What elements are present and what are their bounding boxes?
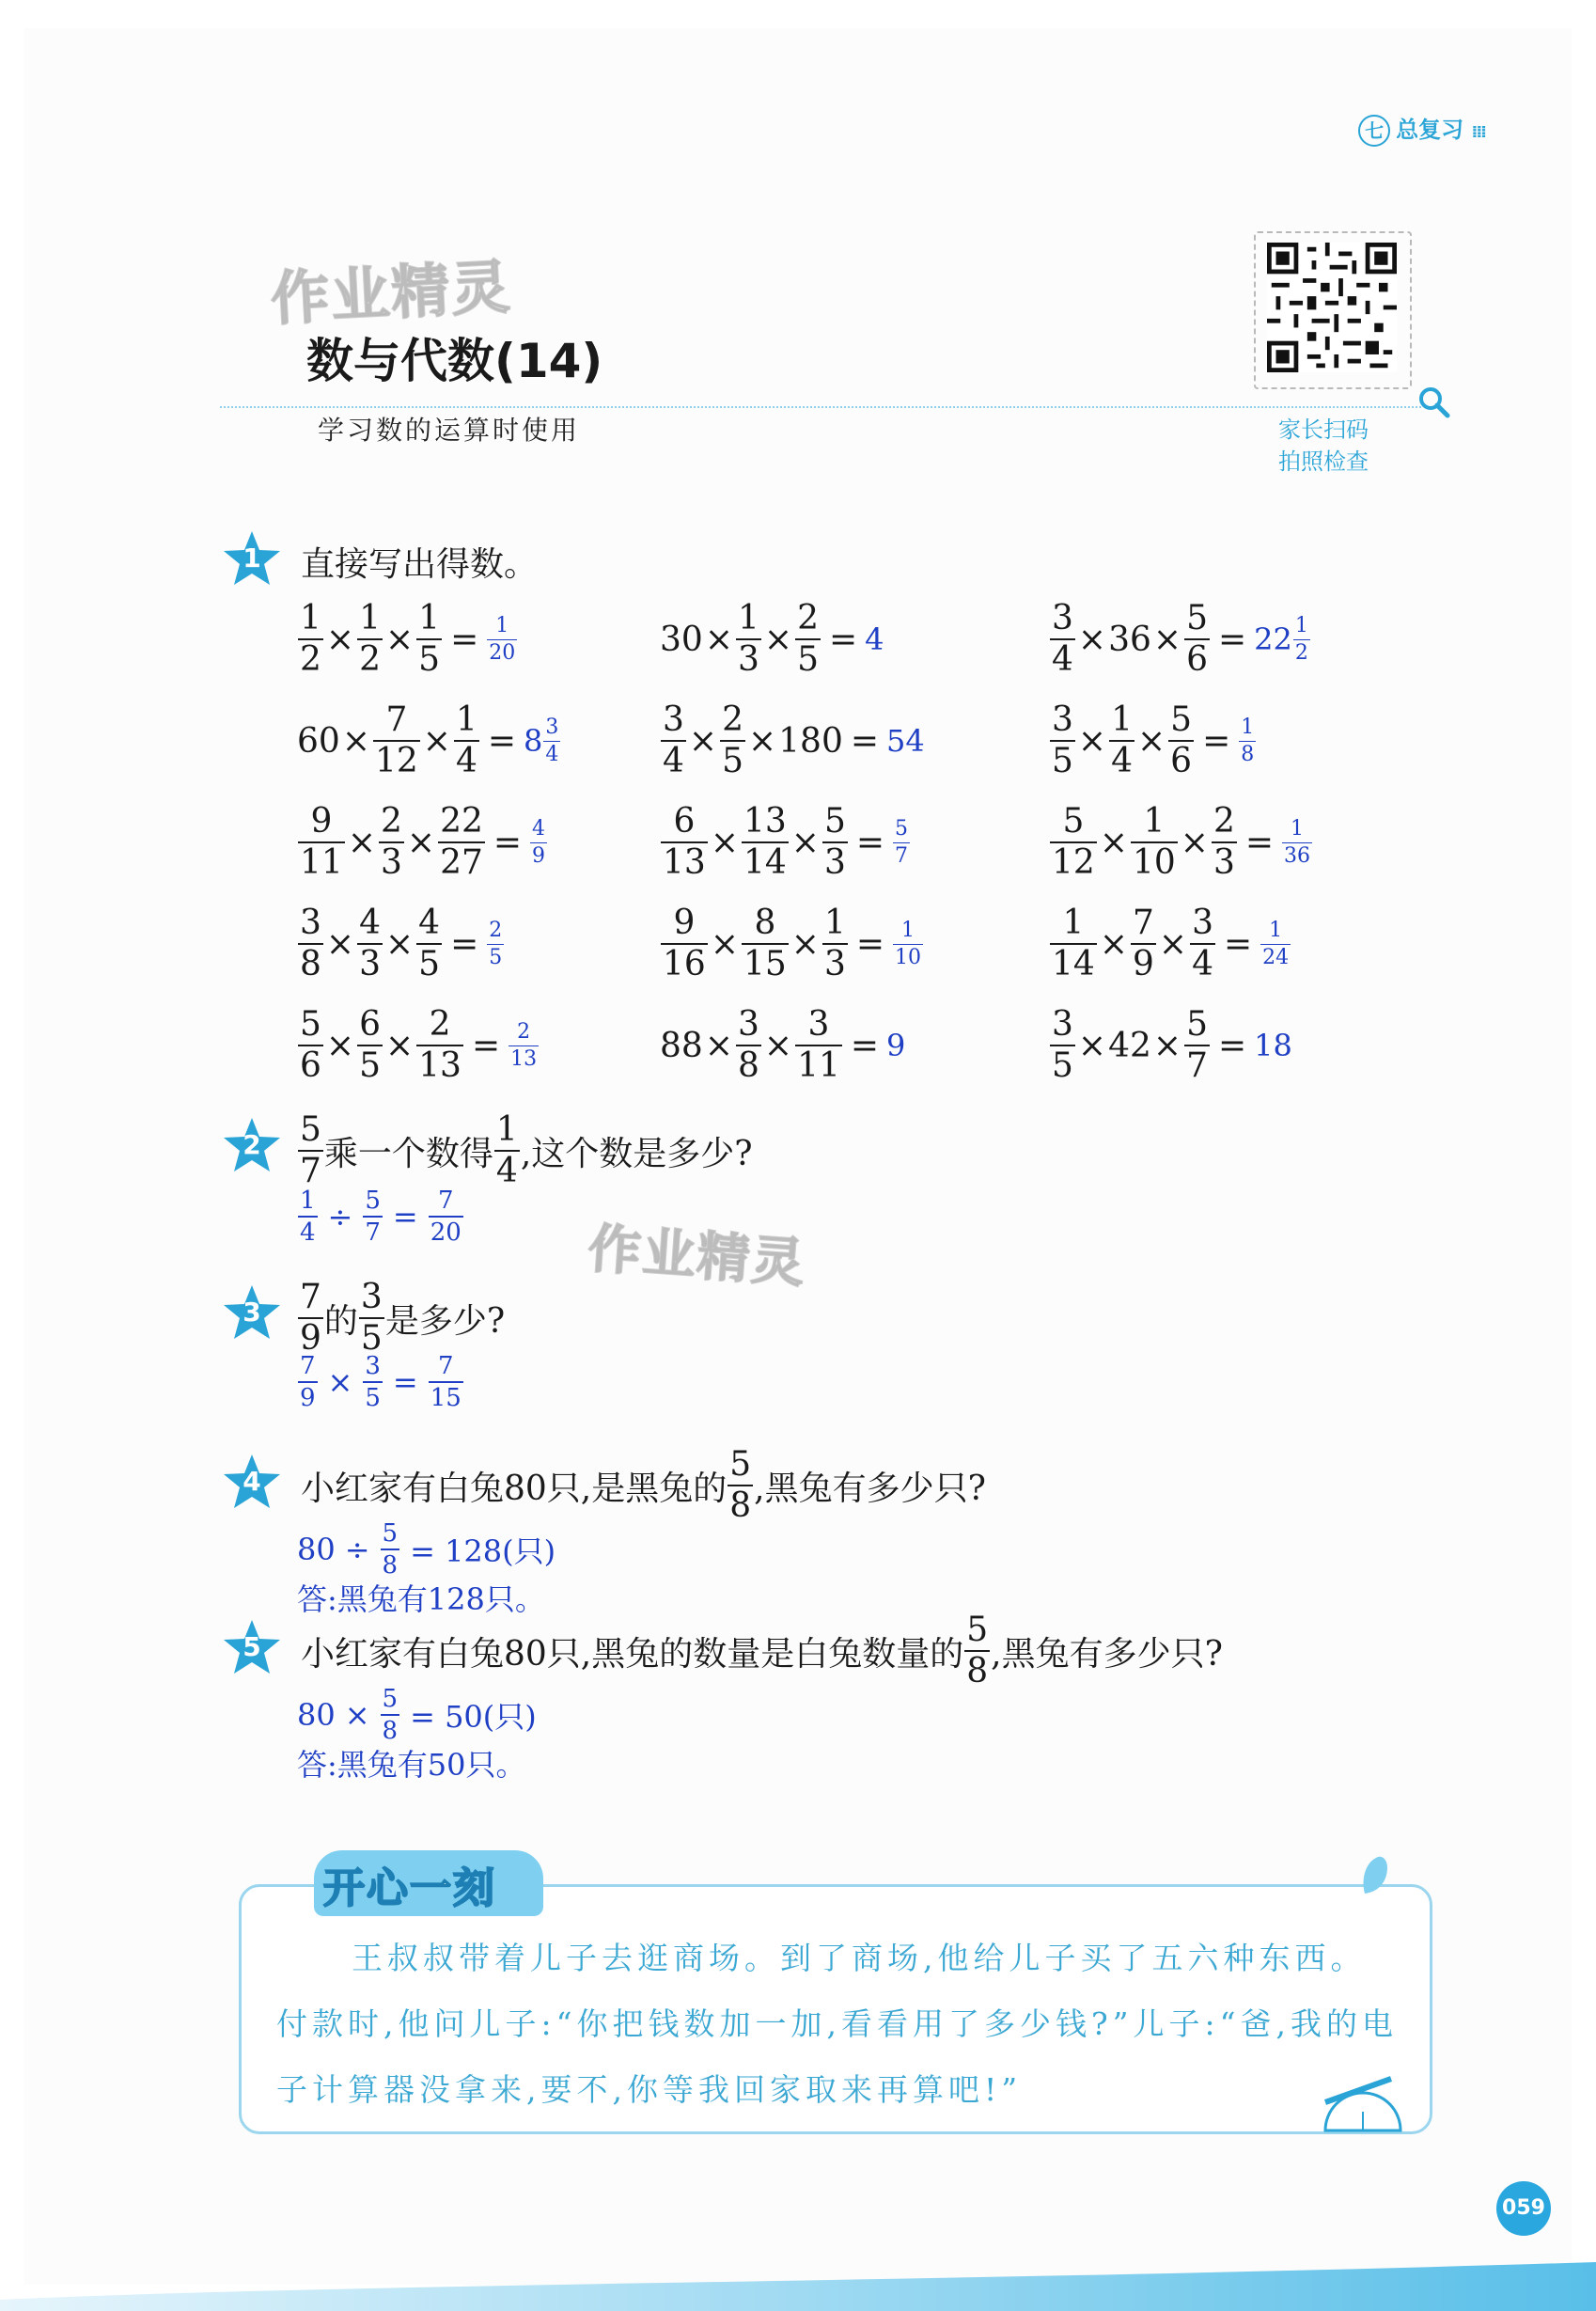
fraction: $\frac{5}{6}$ (1186, 599, 1208, 679)
question-3-badge (222, 1282, 282, 1343)
question-3-prompt: 7 9 的 3 5 是多少? (300, 1278, 506, 1358)
question-4-prompt: 小红家有白兔80只,是黑兔的 5 8 ,黑兔有多少只? (301, 1445, 986, 1525)
times-sign: × (384, 1026, 415, 1065)
answer: 54 (886, 723, 925, 759)
times-sign: × (325, 1026, 355, 1065)
page-subtitle: 学习数的运算时使用 (318, 415, 581, 446)
fraction: $\frac{1}{4}$ (455, 700, 477, 780)
expression-1-2 (660, 599, 884, 679)
times-sign: × (1180, 823, 1209, 862)
fraction: $\frac{9}{11}$ (300, 802, 343, 882)
times-sign: × (763, 1026, 793, 1065)
fraction: $\frac{1}{3}$ (823, 904, 846, 983)
times-sign: × (688, 721, 718, 761)
fraction: $\frac{3}{5}$ (1052, 700, 1073, 780)
expression-3-1 (297, 802, 548, 882)
fraction: $\frac{2}{5}$ (797, 599, 819, 679)
expression-2-1 (297, 700, 561, 780)
expression-1-1 (297, 599, 518, 679)
times-sign: × (1077, 721, 1107, 761)
equals-sign: = (850, 721, 880, 761)
times-sign: × (710, 823, 739, 862)
answer: 22 1 2 (1254, 613, 1308, 665)
fraction: $\frac{3}{8}$ (737, 1005, 759, 1085)
expression-5-1 (297, 1005, 540, 1085)
number: 60 (297, 721, 340, 761)
question-number: 3 (243, 1297, 261, 1328)
fraction: $\frac{6}{13}$ (663, 802, 706, 882)
qr-caption-line2: 拍照检查 (1278, 448, 1369, 475)
fraction: $\frac{2}{13}$ (418, 1005, 462, 1085)
times-sign: × (710, 924, 739, 964)
expression-1-3 (1049, 599, 1311, 679)
times-sign: × (384, 620, 415, 659)
times-sign: × (747, 721, 777, 761)
expression-4-2 (660, 906, 924, 982)
fraction: $\frac{8}{15}$ (743, 904, 787, 983)
fraction: $\frac{5}{6}$ (1170, 700, 1193, 780)
equals-sign: = (1217, 1026, 1247, 1065)
times-sign: × (1099, 924, 1128, 964)
question-5-work: 80 × $\frac{5}{8}$ = 50(只) (297, 1685, 537, 1745)
answer: 4 (865, 621, 884, 657)
times-sign: × (704, 1026, 733, 1065)
question-2-badge (222, 1115, 282, 1175)
times-sign: × (406, 823, 436, 862)
question-number: 2 (243, 1129, 261, 1160)
expression-3-3 (1049, 802, 1313, 882)
question-1-prompt: 直接写出得数。 (301, 545, 539, 584)
fraction: $\frac{4}{3}$ (359, 904, 381, 983)
equals-sign: = (828, 620, 858, 659)
times-sign: × (325, 620, 355, 659)
equals-sign: = (855, 823, 885, 862)
fraction: $\frac{3}{4}$ (663, 700, 684, 780)
fraction: $\frac{22}{27}$ (440, 802, 483, 882)
fraction: $\frac{7}{12}$ (374, 700, 418, 780)
fraction: $\frac{9}{16}$ (663, 904, 706, 983)
fraction: $\frac{1}{10}$ (1132, 802, 1176, 882)
page-title: 数与代数(14) (306, 334, 603, 388)
question-5-answer: 答:黑兔有50只。 (297, 1747, 526, 1783)
times-sign: × (1152, 1026, 1182, 1065)
answer: 1 10 (895, 918, 922, 969)
times-sign: × (1158, 924, 1188, 964)
qr-caption (1278, 414, 1369, 478)
question-number: 1 (243, 542, 261, 574)
times-sign: × (422, 721, 451, 761)
fraction: $\frac{1}{5}$ (418, 599, 441, 679)
fraction: $\frac{2}{3}$ (1213, 802, 1235, 882)
times-sign: × (325, 924, 355, 964)
fraction: $\frac{5}{12}$ (1052, 802, 1095, 882)
times-sign: × (790, 924, 820, 964)
number: 42 (1108, 1026, 1151, 1065)
answer: 5 7 (895, 816, 909, 868)
fraction: $\frac{1}{3}$ (737, 599, 759, 679)
watermark: 作业精灵 (269, 252, 514, 334)
qr-code-icon[interactable] (1267, 243, 1397, 372)
fraction: $\frac{7}{9}$ (1132, 904, 1154, 983)
equals-sign: = (471, 1026, 501, 1065)
fraction: $\frac{1}{4}$ (1111, 700, 1133, 780)
equals-sign: = (487, 721, 517, 761)
equals-sign: = (450, 620, 479, 659)
equals-sign: = (1223, 924, 1253, 964)
fraction: $\frac{3}{4}$ (1052, 599, 1073, 679)
question-5-prompt: 小红家有白兔80只,黑兔的数量是白兔数量的 5 8 ,黑兔有多少只? (301, 1611, 1223, 1690)
question-4-work: 80 ÷ $\frac{5}{8}$ = 128(只) (297, 1519, 556, 1580)
question-2-prompt: 5 7 乘一个数得 1 4 ,这个数是多少? (300, 1110, 753, 1190)
number: 88 (660, 1026, 703, 1065)
joke-title: 开心一刻 (323, 1864, 496, 1912)
expression-5-2 (660, 1005, 906, 1085)
fraction: $\frac{5}{6}$ (300, 1005, 321, 1085)
magnifier-icon (1417, 385, 1451, 419)
fraction: $\frac{4}{5}$ (418, 904, 441, 983)
expression-2-2 (660, 700, 925, 780)
answer: 1 36 (1284, 816, 1311, 868)
expression-5-3 (1049, 1005, 1292, 1085)
question-3-work: $\frac{7}{9}$ × $\frac{3}{5}$ = $\frac{7}{15}$ (300, 1352, 462, 1412)
times-sign: × (1152, 620, 1182, 659)
equals-sign: = (493, 823, 523, 862)
question-number: 5 (243, 1631, 261, 1662)
chapter-number: 七 (1358, 115, 1390, 147)
qr-caption-line1: 家长扫码 (1278, 417, 1369, 443)
answer: 2 5 (489, 918, 503, 969)
equals-sign: = (850, 1026, 880, 1065)
times-sign: × (384, 924, 415, 964)
fraction: $\frac{3}{11}$ (797, 1005, 840, 1085)
expression-2-3 (1049, 700, 1257, 780)
watermark: 作业精灵 (586, 1218, 808, 1296)
times-sign: × (790, 823, 820, 862)
bottom-wave (0, 2255, 1596, 2311)
number: 36 (1108, 620, 1151, 659)
question-5-badge (222, 1617, 282, 1677)
page-number: 059 (1496, 2181, 1551, 2236)
question-number: 4 (243, 1466, 261, 1497)
answer: 18 (1254, 1028, 1292, 1063)
answer: 2 13 (510, 1019, 538, 1071)
answer: 4 9 (532, 816, 546, 868)
question-4-answer: 答:黑兔有128只。 (297, 1581, 545, 1617)
question-2-work: $\frac{1}{4}$ ÷ $\frac{5}{7}$ = $\frac{7}{20}$ (300, 1187, 462, 1247)
expression-3-2 (660, 802, 911, 882)
fraction: $\frac{2}{5}$ (722, 700, 743, 780)
fraction: $\frac{5}{3}$ (823, 802, 846, 882)
fraction: $\frac{2}{3}$ (380, 802, 402, 882)
times-sign: × (1136, 721, 1166, 761)
fraction: $\frac{1}{14}$ (1052, 904, 1095, 983)
fraction: $\frac{3}{4}$ (1192, 904, 1213, 983)
divider (220, 406, 1421, 408)
answer: 1 20 (489, 613, 516, 665)
fraction: $\frac{13}{14}$ (743, 802, 787, 882)
fraction: $\frac{3}{5}$ (1052, 1005, 1073, 1085)
answer: 8 3 4 (524, 715, 559, 766)
times-sign: × (1099, 823, 1128, 862)
fraction: $\frac{6}{5}$ (359, 1005, 381, 1085)
times-sign: × (704, 620, 733, 659)
times-sign: × (1077, 1026, 1107, 1065)
question-4-badge (222, 1452, 282, 1512)
times-sign: × (763, 620, 793, 659)
equals-sign: = (1244, 823, 1275, 862)
chapter-name: 总复习 (1396, 117, 1464, 143)
fraction: $\frac{3}{8}$ (300, 904, 321, 983)
answer: 1 24 (1262, 918, 1290, 969)
times-sign: × (1077, 620, 1107, 659)
fraction: $\frac{1}{2}$ (300, 599, 321, 679)
number: 180 (778, 721, 843, 761)
answer: 9 (886, 1028, 906, 1063)
expression-4-3 (1049, 906, 1291, 982)
number: 30 (660, 620, 703, 659)
dots-icon: ⁞⁞⁞ (1471, 122, 1485, 142)
expression-4-1 (297, 906, 505, 982)
answer: 1 8 (1241, 715, 1255, 766)
times-sign: × (347, 823, 376, 862)
equals-sign: = (450, 924, 479, 964)
joke-text: 王叔叔带着儿子去逛商场。到了商场,他给儿子买了五六种东西。付款时,他问儿子:“你把钱数加一加,看看用了多少钱?”儿子:“爸,我的电子计算器没拿来,要不,你等我回家取来再算吧!” (276, 1940, 1399, 2108)
equals-sign: = (1217, 620, 1247, 659)
question-1-badge (222, 528, 282, 589)
ruler-protractor-icon (1316, 2074, 1410, 2140)
fraction: $\frac{1}{2}$ (359, 599, 381, 679)
bird-icon (1359, 1852, 1393, 1895)
times-sign: × (341, 721, 370, 761)
chapter-label (1358, 111, 1485, 147)
equals-sign: = (1202, 721, 1231, 761)
equals-sign: = (855, 924, 885, 964)
fraction: $\frac{5}{7}$ (1186, 1005, 1208, 1085)
